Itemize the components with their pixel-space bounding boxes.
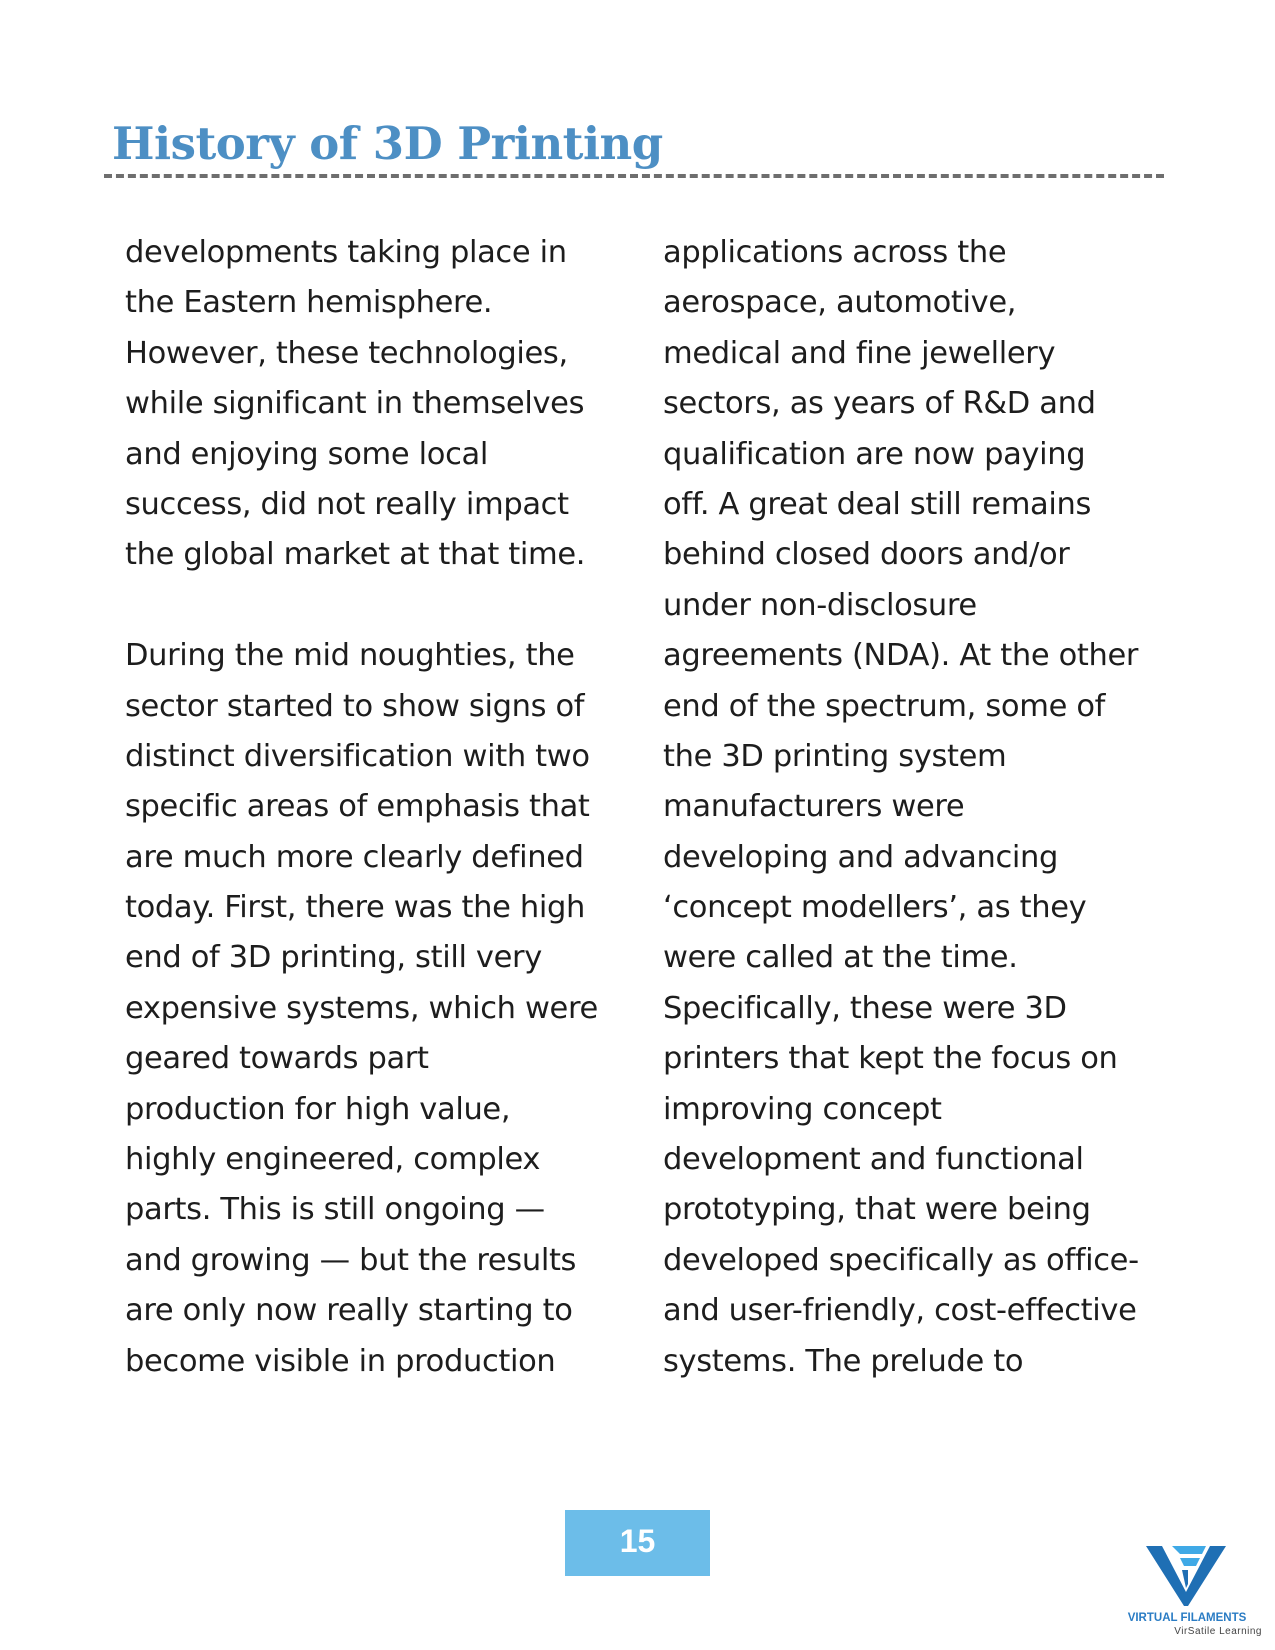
paragraph-break	[125, 581, 598, 631]
text-line: qualification are now paying	[663, 436, 1086, 472]
text-line: expensive systems, which were	[125, 990, 598, 1026]
text-line: today. First, there was the high	[125, 890, 585, 926]
text-line: and user-friendly, cost-effective	[663, 1293, 1137, 1329]
text-line: success, did not really impact	[125, 486, 569, 522]
text-line: behind closed doors and/or	[663, 537, 1070, 573]
text-line: parts. This is still ongoing —	[125, 1192, 545, 1228]
text-line: aerospace, automotive,	[663, 285, 1017, 321]
text-line: the Eastern hemisphere.	[125, 285, 493, 321]
text-line: improving concept	[663, 1091, 942, 1127]
text-line: the 3D printing system	[663, 738, 1007, 774]
text-line: medical and fine jewellery	[663, 335, 1056, 371]
text-line: agreements (NDA). At the other	[663, 638, 1139, 674]
text-line: sectors, as years of R&D and	[663, 386, 1096, 422]
brand-logo-block	[1112, 1536, 1262, 1642]
text-line: and growing — but the results	[125, 1242, 577, 1278]
text-line: distinct diversification with two	[125, 738, 590, 774]
text-line: Specifically, these were 3D	[663, 990, 1067, 1026]
page-title: History of 3D Printing	[112, 117, 663, 170]
text-line: sector started to show signs of	[125, 688, 585, 724]
text-line: are much more clearly defined	[125, 839, 584, 875]
text-line: prototyping, that were being	[663, 1192, 1091, 1228]
text-line: developing and advancing	[663, 839, 1059, 875]
text-line: while significant in themselves	[125, 386, 585, 422]
virtual-filaments-logo-icon	[1146, 1544, 1226, 1606]
text-line: highly engineered, complex	[125, 1142, 541, 1178]
text-line: specific areas of emphasis that	[125, 789, 590, 825]
text-line: the global market at that time.	[125, 537, 586, 573]
text-line: However, these technologies,	[125, 335, 568, 371]
text-line: end of the spectrum, some of	[663, 688, 1106, 724]
text-line: manufacturers were	[663, 789, 965, 825]
text-line: developments taking place in	[125, 235, 567, 270]
text-line: systems. The prelude to	[663, 1343, 1024, 1379]
right-text-column	[663, 228, 1139, 1387]
brand-name: VIRTUAL FILAMENTS	[1127, 1612, 1247, 1624]
text-line: printers that kept the focus on	[663, 1041, 1118, 1077]
brand-tagline: VirSatile Learning	[1174, 1626, 1262, 1637]
text-line: applications across the	[663, 235, 1007, 270]
text-line: During the mid noughties, the	[125, 638, 575, 674]
text-line: were called at the time.	[663, 940, 1018, 976]
left-text-column	[125, 228, 598, 1387]
text-line: production for high value,	[125, 1091, 511, 1127]
text-line: end of 3D printing, still very	[125, 940, 542, 976]
page-number-badge: 15	[565, 1510, 710, 1576]
title-divider	[104, 174, 1164, 178]
text-line: become visible in production	[125, 1343, 556, 1379]
text-line: and enjoying some local	[125, 436, 488, 472]
text-line: geared towards part	[125, 1041, 429, 1077]
text-line: development and functional	[663, 1142, 1084, 1178]
text-line: developed specifically as office-	[663, 1242, 1139, 1278]
text-line: are only now really starting to	[125, 1293, 573, 1329]
text-line: ‘concept modellers’, as they	[663, 890, 1087, 926]
text-line: off. A great deal still remains	[663, 486, 1092, 522]
text-line: under non-disclosure	[663, 587, 977, 623]
